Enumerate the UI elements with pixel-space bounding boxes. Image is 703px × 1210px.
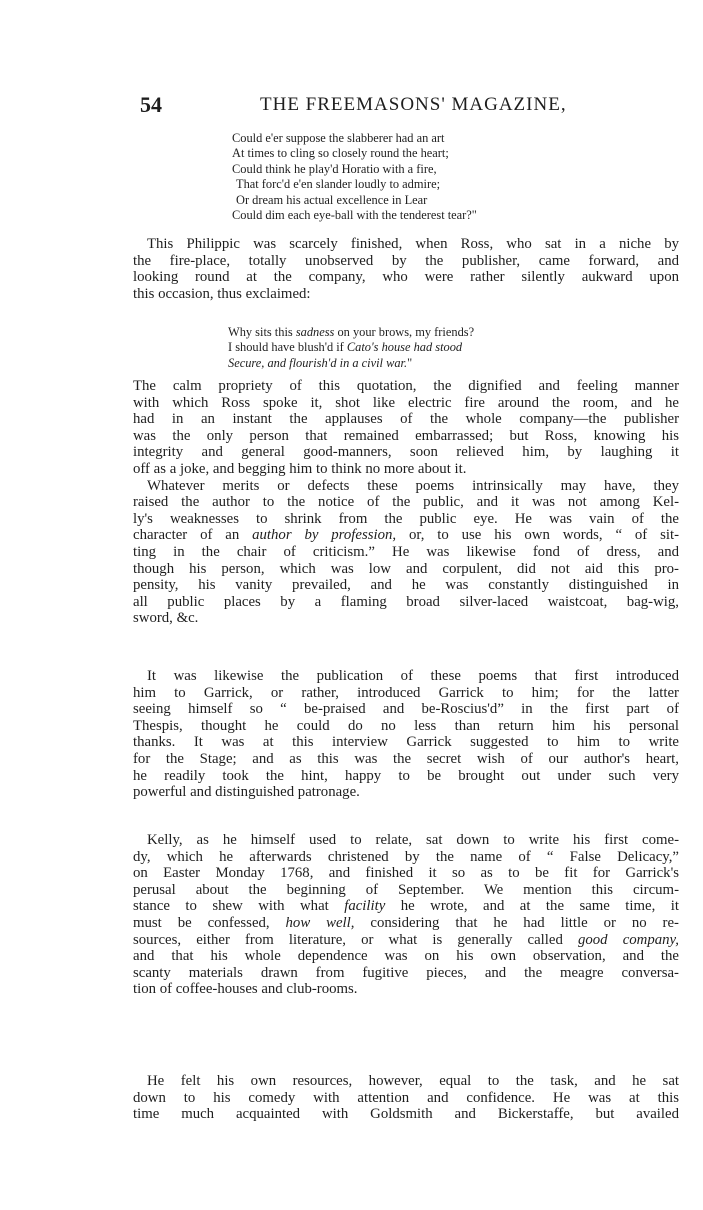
text-run: considering that he had little or no re-: [354, 914, 679, 931]
verse-text: Why sits this: [228, 325, 296, 339]
verse-line: Could think he play'd Horatio with a fire,: [232, 161, 437, 176]
text-line: scanty materials drawn from fugitive pieces, and the meagre conversa-: [133, 964, 679, 981]
text-line: powerful and distinguished patronage.: [133, 784, 360, 801]
text-line: It was likewise the publication of these poems that first introduced: [147, 668, 679, 684]
text-line: for the Stage; and as this was the secret wish of our author's heart,: [133, 750, 679, 767]
text-line: though his person, which was low and corpulent, did not aid this pro-: [133, 560, 679, 577]
italic-run: good company,: [577, 931, 679, 948]
text-line: ting in the chair of criticism.” He was likewise fond of dress, and: [133, 543, 679, 560]
paragraph-philippic: [133, 236, 679, 302]
paragraph-quotation-propriety: [133, 378, 679, 627]
text-line: time much acquainted with Goldsmith and Bickerstaffe, but availed: [133, 1106, 679, 1123]
paragraph-garrick: [133, 668, 679, 801]
text-line: He felt his own resources, however, equal to the task, and he sat: [147, 1073, 679, 1089]
verse-line: That forc'd e'en slander loudly to admire;: [236, 177, 441, 192]
italic-run: facility: [344, 898, 386, 915]
verse-text: on your brows, my friends?: [334, 325, 475, 339]
text-line: This Philippic was scarcely finished, when Ross, who sat in a niche by: [147, 236, 679, 252]
text-line: sword, &c.: [133, 610, 199, 627]
text-run: must be confessed,: [133, 914, 286, 931]
text-line: off as a joke, and begging him to think no more about it.: [133, 460, 467, 477]
text-line: down to his comedy with attention and confidence. He was at this: [133, 1089, 679, 1106]
page-header: [140, 92, 590, 118]
text-line: The calm propriety of this quotation, the dignified and feeling manner: [133, 378, 679, 394]
verse-quotation-2: [228, 325, 474, 371]
page-number: 54: [140, 92, 162, 117]
verse-line: [228, 325, 474, 340]
text-line: this occasion, thus exclaimed:: [133, 285, 311, 302]
text-run: he wrote, and at the same time, it: [385, 898, 679, 915]
text-line: looking round at the company, who were rather silently aukward upon: [133, 269, 679, 286]
text-line: [133, 915, 679, 932]
text-line: pensity, his vanity prevailed, and he was constantly distinguished in: [133, 577, 679, 594]
verse-text: ": [407, 355, 413, 370]
text-line: [133, 932, 679, 949]
text-line: raised the author to the notice of the public, and it was not among Kel-: [133, 494, 679, 511]
text-line: dy, which he afterwards christened by the name of “ False Delicacy,”: [133, 848, 679, 865]
text-line: integrity and general good-manners, soon relieved him, by laughing it: [133, 444, 679, 461]
text-line: Whatever merits or defects these poems intrinsically may have, they: [147, 477, 679, 494]
verse-line: Or dream his actual excellence in Lear: [236, 192, 428, 207]
text-line: seeing himself so “ be-praised and be-Roscius'd” in the first part of: [133, 701, 679, 718]
italic-run: how well,: [285, 914, 355, 931]
text-line: him to Garrick, or rather, introduced Garrick to him; for the latter: [133, 684, 679, 701]
verse-text: I should have blush'd if: [228, 340, 347, 355]
text-line: tion of coffee-houses and club-rooms.: [133, 981, 358, 998]
text-run: or, to use his own words, “ of sit-: [396, 527, 679, 544]
verse-italic: Secure, and flourish'd in a civil war.: [228, 355, 408, 370]
verse-quotation-1: [232, 131, 477, 223]
text-line: perusal about the beginning of September. We mention this circum-: [133, 881, 679, 898]
text-run: sources, either from literature, or what is generally called: [133, 931, 578, 948]
verse-line: At times to cling so closely round the heart;: [232, 146, 449, 161]
verse-italic: sadness: [295, 325, 335, 339]
paragraph-resources: [133, 1073, 679, 1123]
text-run: stance to shew with what: [133, 898, 345, 915]
text-line: [133, 898, 679, 915]
text-line: all public places by a flaming broad silver-laced waistcoat, bag-wig,: [133, 593, 679, 610]
verse-line: [228, 340, 474, 355]
text-line: on Easter Monday 1768, and finished it so as to be fit for Garrick's: [133, 865, 679, 882]
running-title: THE FREEMASONS' MAGAZINE,: [260, 94, 567, 115]
verse-line: Could e'er suppose the slabberer had an art: [232, 131, 445, 145]
verse-italic: Cato's house had stood: [346, 340, 463, 355]
paragraph-false-delicacy: [133, 832, 679, 998]
verse-line: [228, 356, 474, 371]
text-line: had in an instant the applauses of the whole company—the publisher: [133, 411, 679, 428]
text-line: Kelly, as he himself used to relate, sat down to write his first come-: [147, 832, 679, 848]
italic-run: author by profession,: [252, 527, 397, 544]
text-line: [133, 527, 679, 544]
text-line: the fire-place, totally unobserved by the publisher, came forward, and: [133, 252, 679, 269]
text-line: and that his whole dependence was on his own observation, and the: [133, 948, 679, 965]
verse-line: Could dim each eye-ball with the tenderest tear?": [232, 208, 477, 223]
text-line: Thespis, thought he could do no less than return him his personal: [133, 717, 679, 734]
text-line: was the only person that remained embarrassed; but Ross, knowing his: [133, 427, 679, 444]
text-line: with which Ross spoke it, shot like electric fire around the room, and he: [133, 394, 679, 411]
text-line: ly's weaknesses to shrink from the public eye. He was vain of the: [133, 510, 679, 527]
text-line: thanks. It was at this interview Garrick suggested to him to write: [133, 734, 679, 751]
text-line: he readily took the hint, happy to be brought out under such very: [133, 767, 679, 784]
text-run: character of an: [133, 527, 253, 544]
